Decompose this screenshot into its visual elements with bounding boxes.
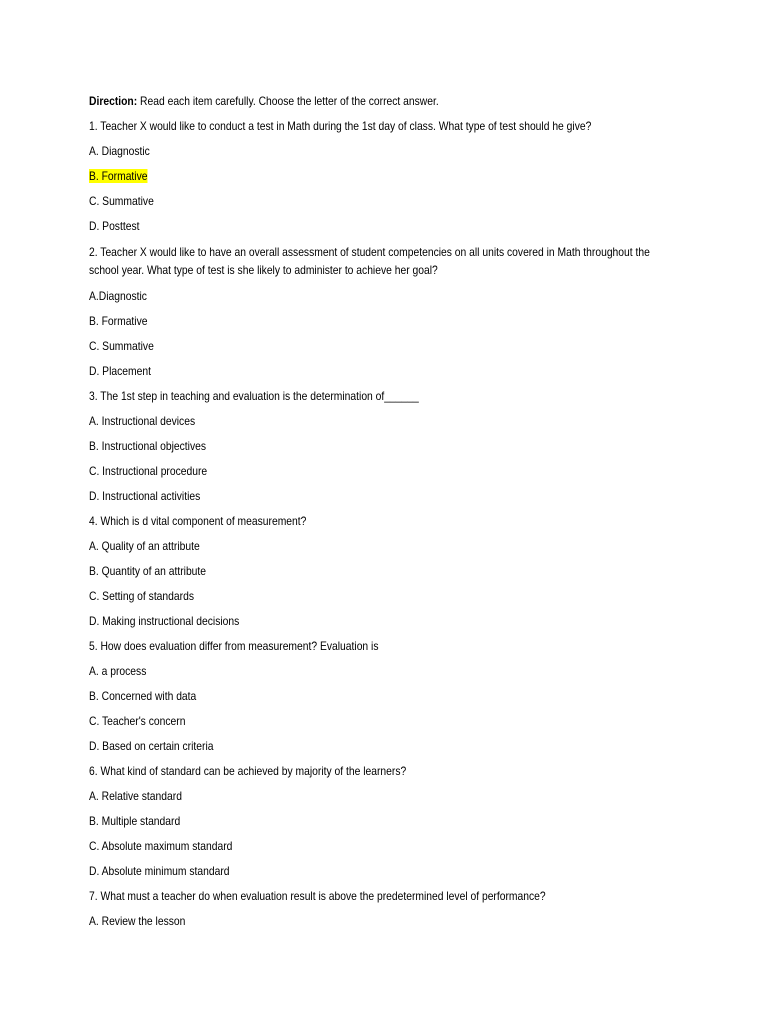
question-3-option-d: D. Instructional activities	[89, 489, 201, 503]
question-4-option-c: C. Setting of standards	[89, 589, 194, 603]
question-5-option-b: B. Concerned with data	[89, 689, 197, 703]
question-5-text: 5. How does evaluation differ from measurement? Evaluation is	[89, 639, 379, 653]
question-5-option-a: A. a process	[89, 664, 147, 678]
question-6-option-c: C. Absolute maximum standard	[89, 839, 233, 853]
question-3-option-b: B. Instructional objectives	[89, 439, 207, 453]
question-3-text: 3. The 1st step in teaching and evaluation is the determination of______	[89, 389, 419, 403]
question-6-option-d: D. Absolute minimum standard	[89, 864, 230, 878]
question-4-option-b: B. Quantity of an attribute	[89, 564, 207, 578]
question-7-option-a: A. Review the lesson	[89, 914, 186, 928]
question-5-option-d: D. Based on certain criteria	[89, 739, 214, 753]
question-6-option-b: B. Multiple standard	[89, 814, 181, 828]
question-2-option-b: B. Formative	[89, 314, 148, 328]
question-3-option-c: C. Instructional procedure	[89, 464, 208, 478]
question-2-option-c: C. Summative	[89, 339, 154, 353]
question-2-text: 2. Teacher X would like to have an overall assessment of student competencies on all units covered in Math throughout the school year. What type of test is she likely to administer to achieve her goal?	[89, 245, 650, 277]
question-1-option-d: D. Posttest	[89, 219, 140, 233]
question-1-option-a: A. Diagnostic	[89, 144, 150, 158]
question-2-option-d: D. Placement	[89, 364, 151, 378]
question-1-text: 1. Teacher X would like to conduct a test in Math during the 1st day of class. What type of test should he give?	[89, 119, 592, 133]
direction-line	[89, 93, 596, 109]
question-2-option-a: A.Diagnostic	[89, 289, 147, 303]
question-4-text: 4. Which is d vital component of measurement?	[89, 514, 307, 528]
question-1-option-c: C. Summative	[89, 194, 154, 208]
direction-text: Read each item carefully. Choose the letter of the correct answer.	[137, 94, 439, 108]
question-1-option-b-highlighted: B. Formative	[89, 169, 148, 183]
direction-label: Direction:	[89, 94, 138, 108]
question-6-text: 6. What kind of standard can be achieved by majority of the learners?	[89, 764, 407, 778]
question-4-option-a: A. Quality of an attribute	[89, 539, 200, 553]
question-7-text: 7. What must a teacher do when evaluation result is above the predetermined level of performance?	[89, 889, 546, 903]
question-3-option-a: A. Instructional devices	[89, 414, 196, 428]
quiz-document	[89, 93, 650, 938]
question-6-option-a: A. Relative standard	[89, 789, 182, 803]
question-4-option-d: D. Making instructional decisions	[89, 614, 240, 628]
question-5-option-c: C. Teacher's concern	[89, 714, 186, 728]
